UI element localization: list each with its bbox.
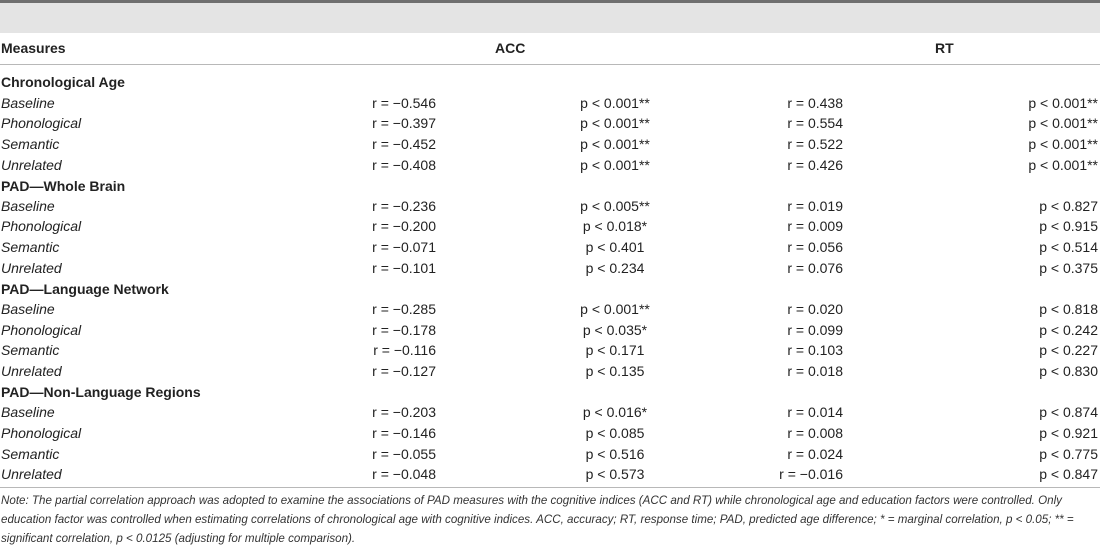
table-row [0,402,1100,423]
acc-p-value: p < 0.171 [585,342,645,359]
row-label: Semantic [1,135,60,152]
rt-r-value: r = 0.009 [787,218,843,235]
rt-p-value: p < 0.847 [1039,466,1098,483]
row-label: Unrelated [1,362,62,379]
group-row [0,278,1100,299]
row-label: Unrelated [1,466,62,483]
rt-p-value: p < 0.001** [1028,156,1098,173]
row-label: Phonological [1,218,82,235]
table-row [0,196,1100,217]
top-band [0,3,1100,33]
rt-p-value: p < 0.874 [1039,404,1098,421]
acc-p-value: p < 0.001** [580,94,650,111]
row-label: Baseline [1,94,55,111]
table-row [0,361,1100,382]
acc-r-value: r = −0.127 [372,362,436,379]
row-label: Phonological [1,321,82,338]
table-row [0,134,1100,155]
acc-r-value: r = −0.546 [372,94,436,111]
rt-p-value: p < 0.001** [1028,135,1098,152]
rt-r-value: r = −0.016 [779,466,843,483]
row-label: Semantic [1,445,60,462]
rt-r-value: r = 0.522 [787,135,843,152]
acc-r-value: r = −0.048 [372,466,436,483]
rt-r-value: r = 0.076 [787,259,843,276]
rt-r-value: r = 0.056 [787,239,843,256]
row-label: Unrelated [1,156,62,173]
acc-r-value: r = −0.452 [372,135,436,152]
header-rule [0,64,1100,65]
row-label: Semantic [1,342,60,359]
rt-p-value: p < 0.514 [1039,239,1098,256]
table-row [0,155,1100,176]
table-row [0,444,1100,465]
acc-r-value: r = −0.101 [372,259,436,276]
rt-r-value: r = 0.024 [787,445,843,462]
row-label: Baseline [1,197,55,214]
acc-p-value: p < 0.401 [585,239,645,256]
row-label: Phonological [1,115,82,132]
rt-r-value: r = 0.554 [787,115,843,132]
header-measures: Measures [1,40,66,56]
row-label: Baseline [1,404,55,421]
group-title: PAD—Non-Language Regions [1,383,201,400]
acc-r-value: r = −0.397 [372,115,436,132]
acc-r-value: r = −0.408 [372,156,436,173]
group-row [0,72,1100,93]
acc-p-value: p < 0.085 [585,424,645,441]
acc-p-value: p < 0.005** [580,197,650,214]
rt-p-value: p < 0.830 [1039,362,1098,379]
rt-r-value: r = 0.426 [787,156,843,173]
acc-p-value: p < 0.516 [585,445,645,462]
table-row [0,423,1100,444]
group-title: PAD—Language Network [1,280,169,297]
rt-p-value: p < 0.915 [1039,218,1098,235]
acc-p-value: p < 0.018* [582,218,648,235]
acc-p-value: p < 0.234 [585,259,645,276]
rt-p-value: p < 0.818 [1039,301,1098,318]
acc-r-value: r = −0.055 [372,445,436,462]
acc-p-value: p < 0.001** [580,115,650,132]
acc-r-value: r = −0.178 [372,321,436,338]
table-row [0,464,1100,485]
table-row [0,216,1100,237]
acc-r-value: r = −0.116 [373,342,436,359]
acc-p-value: p < 0.135 [585,362,645,379]
acc-r-value: r = −0.200 [372,218,436,235]
table-row [0,237,1100,258]
rt-p-value: p < 0.375 [1039,259,1098,276]
rt-p-value: p < 0.227 [1039,342,1098,359]
rt-p-value: p < 0.827 [1039,197,1098,214]
row-label: Semantic [1,239,60,256]
row-label: Unrelated [1,259,62,276]
table-note: Note: The partial correlation approach was adopted to examine the associations of PAD measures with the cognitive indices (ACC and RT) while chronological age and education factors were controlled. Only education factor was controlled when estimating correlations of chronological age with cognitive indices. ACC, accuracy; RT, response time; PAD, predicted age difference; * = marginal correlation, p < 0.05; ** = significant correlation, p < 0.0125 (adjusting for multiple comparison). [1,494,1074,545]
acc-p-value: p < 0.573 [585,466,645,483]
acc-r-value: r = −0.236 [372,197,436,214]
acc-r-value: r = −0.203 [372,404,436,421]
rt-p-value: p < 0.242 [1039,321,1098,338]
rt-r-value: r = 0.008 [787,424,843,441]
acc-r-value: r = −0.285 [372,301,436,318]
table-row [0,299,1100,320]
rt-r-value: r = 0.438 [787,94,843,111]
bottom-rule [0,487,1100,488]
table-row [0,258,1100,279]
table-body [0,72,1100,485]
acc-p-value: p < 0.016* [582,404,648,421]
rt-p-value: p < 0.921 [1039,424,1098,441]
group-row [0,175,1100,196]
rt-p-value: p < 0.001** [1028,94,1098,111]
table-row [0,340,1100,361]
rt-r-value: r = 0.018 [787,362,843,379]
rt-p-value: p < 0.775 [1039,445,1098,462]
row-label: Baseline [1,301,55,318]
rt-r-value: r = 0.020 [787,301,843,318]
acc-p-value: p < 0.001** [580,135,650,152]
acc-p-value: p < 0.001** [580,301,650,318]
rt-r-value: r = 0.014 [787,404,843,421]
table-row [0,320,1100,341]
table-row [0,113,1100,134]
header-acc: ACC [495,40,526,56]
rt-r-value: r = 0.019 [787,197,843,214]
acc-r-value: r = −0.146 [372,424,436,441]
group-title: PAD—Whole Brain [1,177,126,194]
header-rt: RT [935,40,954,56]
rt-r-value: r = 0.099 [787,321,843,338]
group-row [0,382,1100,403]
rt-p-value: p < 0.001** [1028,115,1098,132]
group-title: Chronological Age [1,74,125,91]
acc-p-value: p < 0.001** [580,156,650,173]
acc-r-value: r = −0.071 [372,239,436,256]
acc-p-value: p < 0.035* [582,321,648,338]
table-row [0,93,1100,114]
rt-r-value: r = 0.103 [787,342,843,359]
row-label: Phonological [1,424,82,441]
